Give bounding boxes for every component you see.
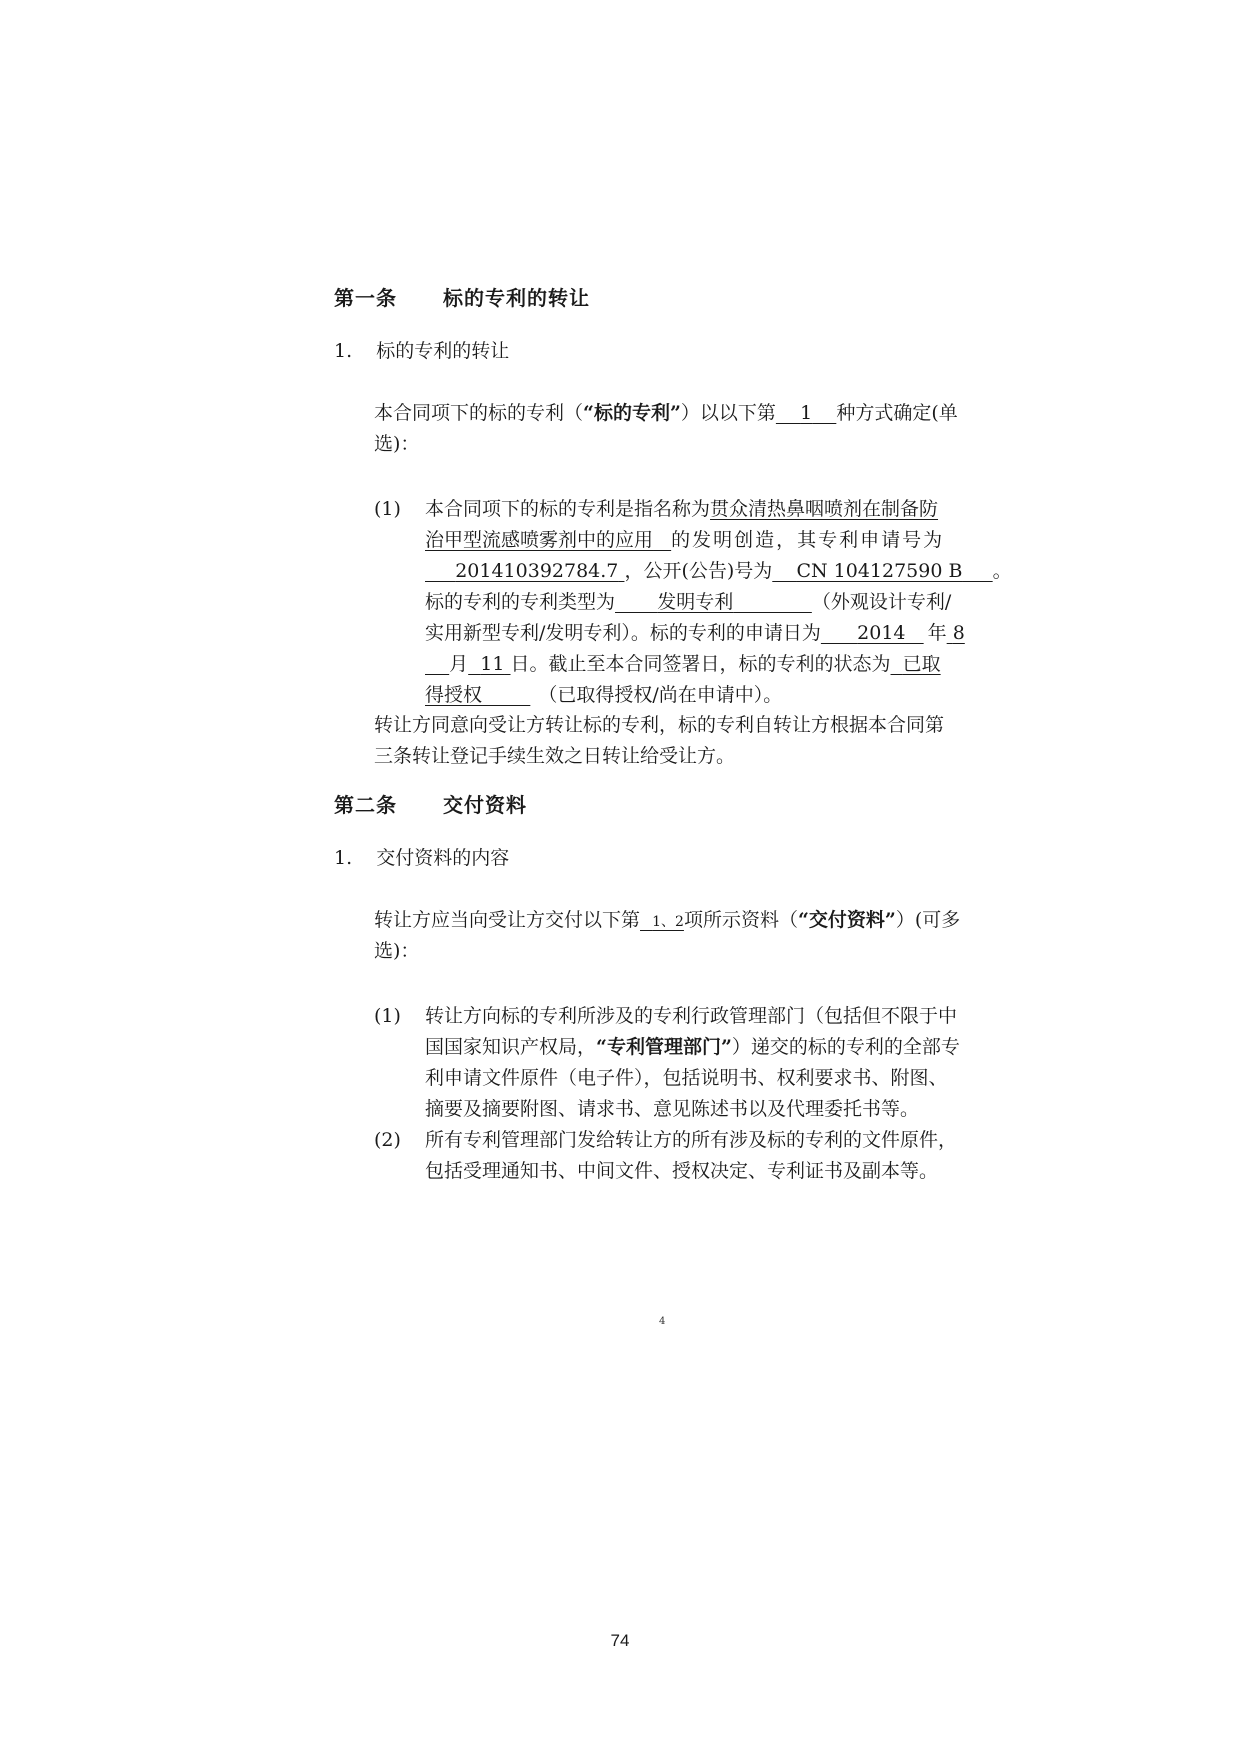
defined-term-patent-office: “专利管理部门”: [596, 1036, 732, 1058]
patent-name-field: 贯众清热鼻咽喷剂在制备防: [710, 498, 939, 520]
article-1-intro-line-2: 选)：: [374, 433, 420, 455]
article-2-title: 交付资料: [442, 793, 527, 817]
application-number-field: 201410392784.7: [455, 560, 619, 582]
method-number-field: 1: [800, 402, 813, 424]
defined-term-patent: “标的专利”: [583, 402, 681, 424]
article-1-sub-1-line-5: 实用新型专利/发明专利）。标的专利的申请日为 2014 年 8: [425, 622, 965, 644]
article-1-transfer-line-2: 三条转让登记手续生效之日转让给受让方。: [374, 745, 736, 767]
application-day-field: 11: [480, 653, 505, 675]
article-2-sub-2-line-1: 所有专利管理部门发给转让方的所有涉及标的专利的文件原件，: [425, 1129, 958, 1151]
article-2-item-1: [334, 843, 509, 874]
article-1-sub-1-line-1: 本合同项下的标的专利是指名称为贯众清热鼻咽喷剂在制备防: [425, 498, 939, 520]
article-1-transfer-line-1: 转让方同意向受让方转让标的专利，标的专利自转让方根据本合同第: [374, 714, 945, 736]
inner-page-number: 4: [659, 1316, 666, 1327]
patent-status-field: 已取: [902, 653, 941, 675]
patent-type-field: 发明专利: [657, 591, 734, 613]
patent-name-field-cont: 治甲型流感喷雾剂中的应用: [425, 529, 654, 551]
article-1-sub-1-line-7: 得授权 （已取得授权/尚在申请中）。: [425, 684, 783, 706]
article-2-intro-line-2: 选)：: [374, 940, 420, 962]
article-1-title: 标的专利的转让: [442, 286, 590, 310]
page-number: 74: [610, 1631, 630, 1650]
application-month-field: 8: [952, 622, 965, 644]
patent-status-field-cont: 得授权: [425, 684, 483, 706]
article-2-sub-1-line-2: 国国家知识产权局，“专利管理部门”）递交的标的专利的全部专: [425, 1036, 960, 1058]
article-2-sub-1-number: (1): [374, 1005, 401, 1027]
item-number: 1.: [334, 847, 353, 869]
article-2-sub-2-line-2: 包括受理通知书、中间文件、授权决定、专利证书及副本等。: [425, 1160, 939, 1182]
article-1-number: 第一条: [334, 286, 397, 310]
item-title: 交付资料的内容: [376, 847, 510, 869]
article-2-sub-1-line-3: 利申请文件原件（电子件），包括说明书、权利要求书、附图、: [425, 1067, 948, 1089]
article-1-sub-1-line-3: 201410392784.7 ，公开(公告)号为 CN 104127590 B 。: [425, 556, 1012, 587]
article-1-item-1: [334, 336, 509, 367]
article-1-sub-1-number: (1): [374, 498, 401, 520]
publication-number-field: CN 104127590 B: [796, 560, 963, 582]
defined-term-materials: “交付资料”: [797, 909, 896, 931]
materials-items-field: 1、2: [652, 914, 684, 930]
item-number: 1.: [334, 340, 353, 362]
article-1-heading: [334, 282, 590, 311]
article-2-sub-1-line-1: 转让方向标的专利所涉及的专利行政管理部门（包括但不限于中: [425, 1005, 958, 1027]
article-2-number: 第二条: [334, 793, 397, 817]
article-2-intro-line-1: 转让方应当向受让方交付以下第 1、2项所示资料（“交付资料”）(可多: [374, 909, 961, 931]
application-year-field: 2014: [857, 622, 906, 644]
article-2-heading: [334, 789, 527, 818]
article-2-sub-1-line-4: 摘要及摘要附图、请求书、意见陈述书以及代理委托书等。: [425, 1098, 920, 1120]
article-1-sub-1-line-6: 月 11 日。截止至本合同签署日，标的专利的状态为 已取: [449, 653, 941, 675]
article-2-sub-2-number: (2): [374, 1129, 401, 1151]
item-title: 标的专利的转让: [376, 340, 510, 362]
article-1-sub-1-line-4: 标的专利的专利类型为 发明专利 （外观设计专利/: [425, 591, 952, 613]
article-1-intro-line-1: 本合同项下的标的专利（“标的专利”）以以下第 1 种方式确定(单: [374, 402, 958, 424]
article-1-sub-1-line-2: 治甲型流感喷雾剂中的应用 的发明创造，其专利申请号为: [425, 529, 945, 551]
